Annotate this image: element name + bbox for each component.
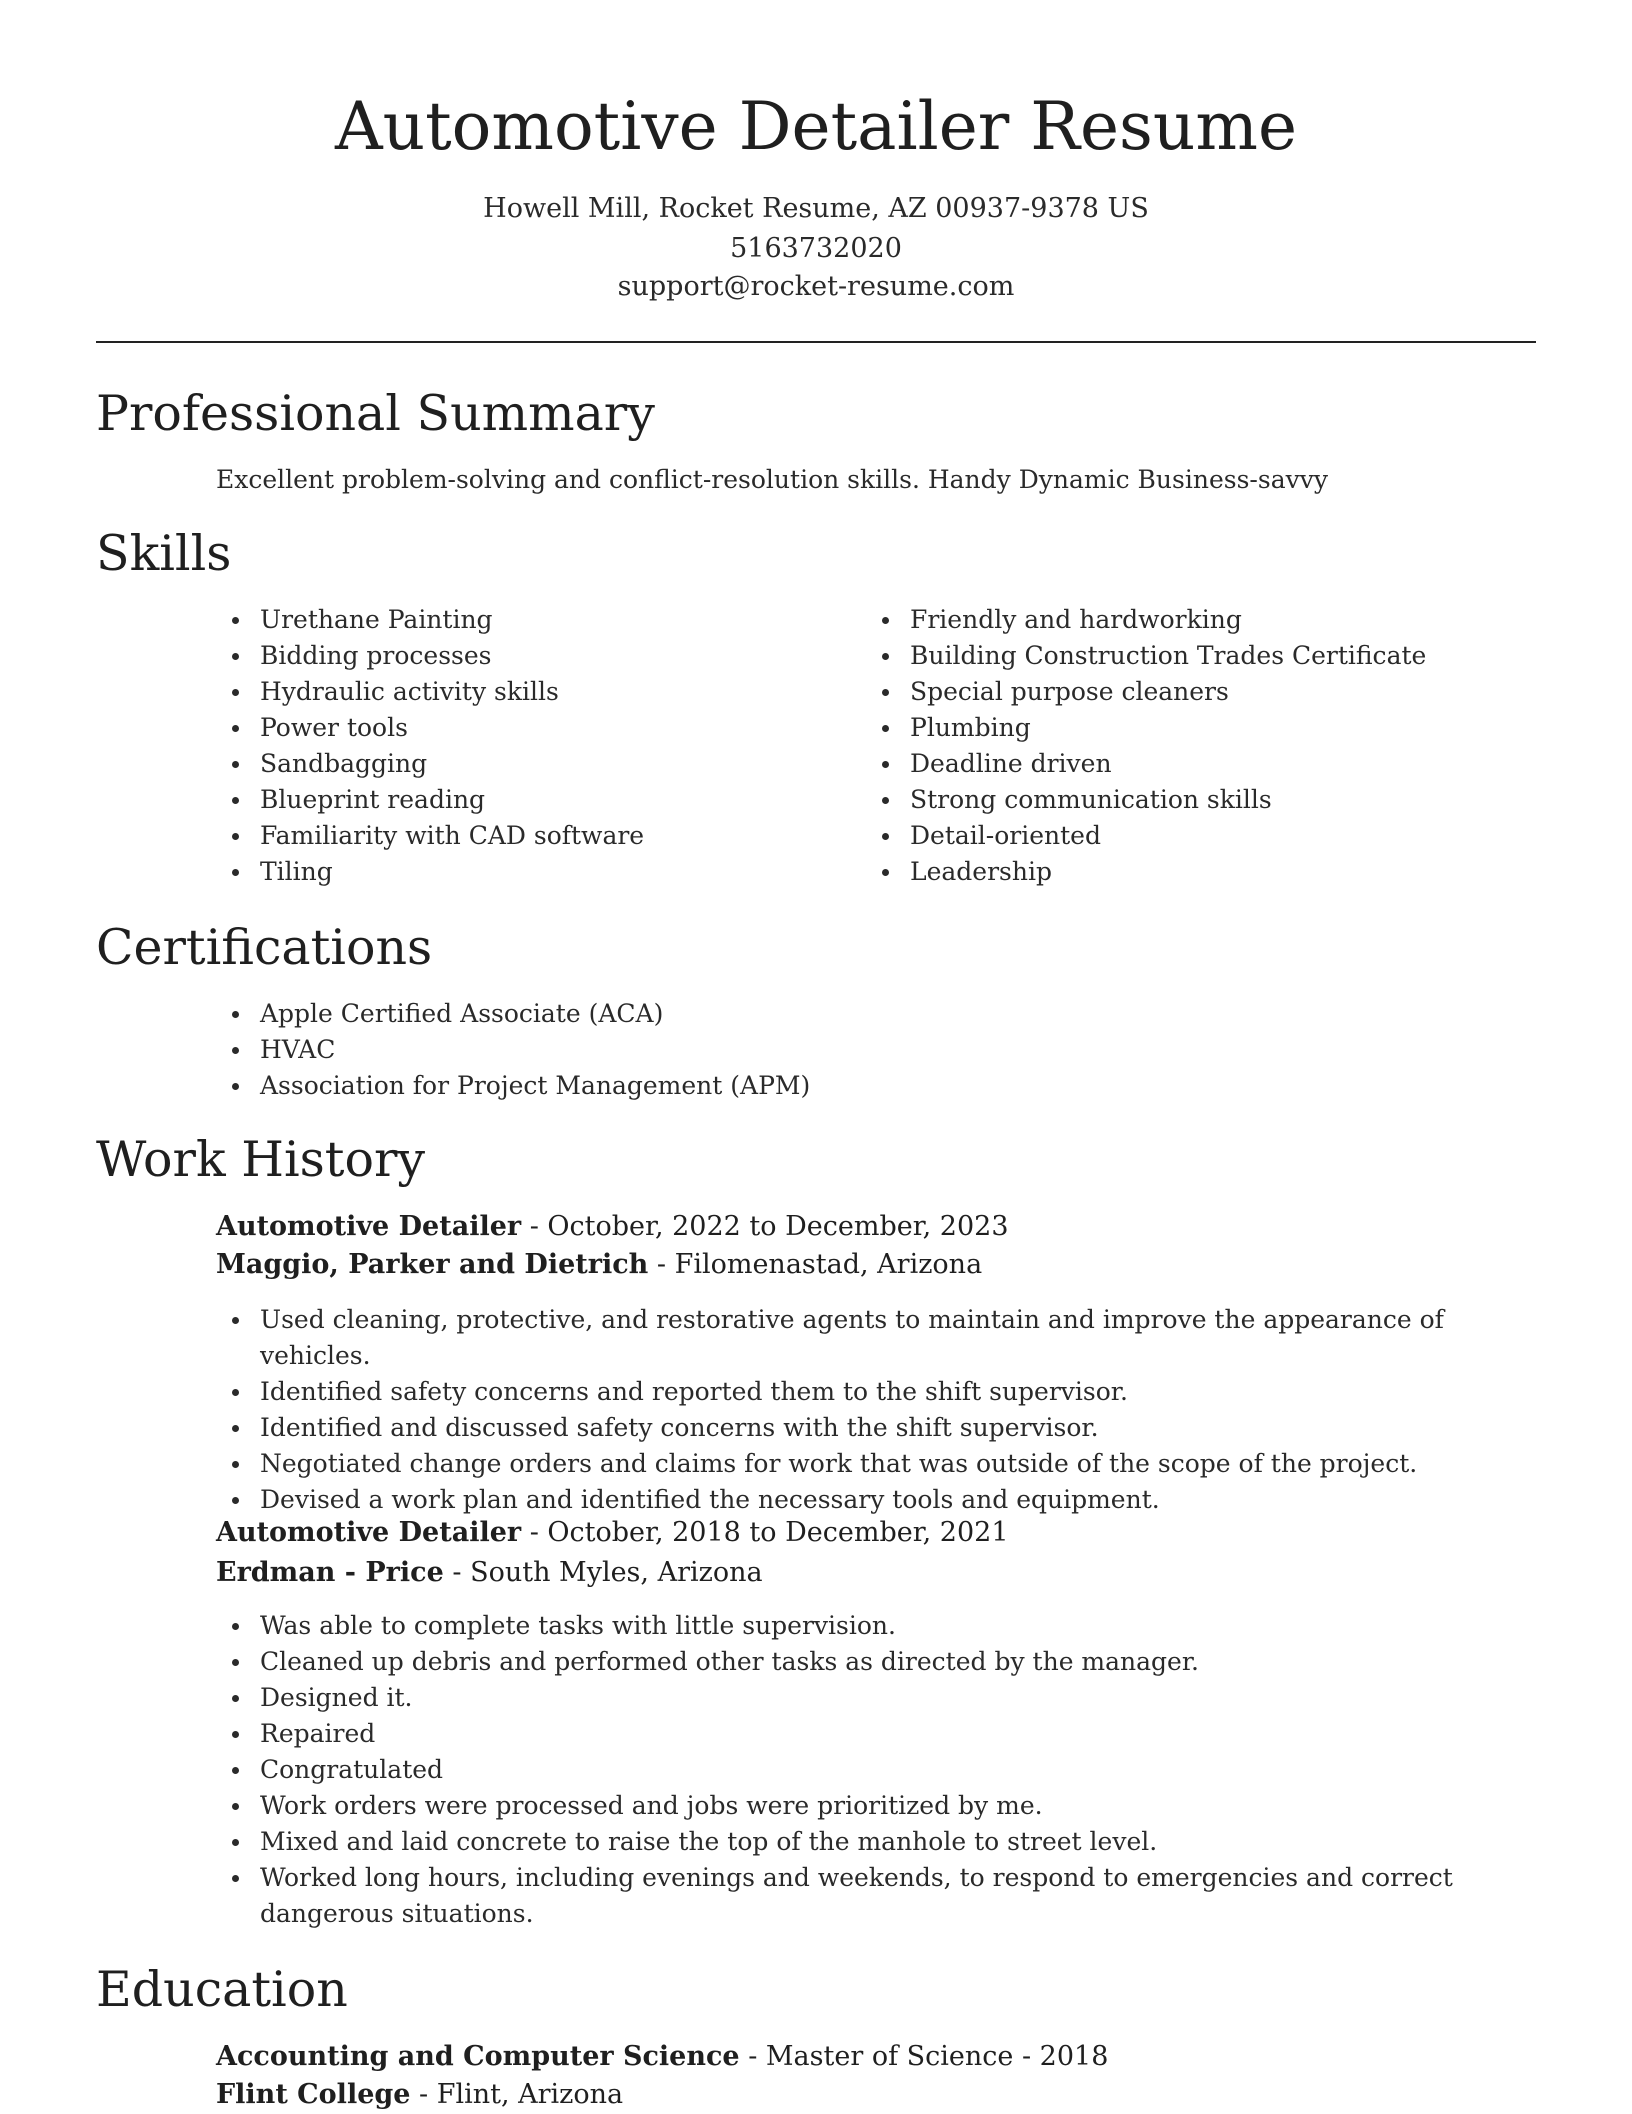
list-item: Sandbagging xyxy=(216,746,816,782)
job-dates: - October, 2022 to December, 2023 xyxy=(521,1211,1009,1242)
list-item: Identified safety concerns and reported them to the shift supervisor. xyxy=(216,1374,1536,1410)
job-title: Automotive Detailer xyxy=(216,1211,522,1242)
job-1-company-line xyxy=(216,1246,982,1284)
job-dates: - October, 2018 to December, 2021 xyxy=(521,1517,1009,1548)
list-item: Deadline driven xyxy=(866,746,1506,782)
list-item: Worked long hours, including evenings and weekends, to respond to emergencies and correct dangerous situations. xyxy=(216,1860,1536,1932)
work-history-heading: Work History xyxy=(96,1131,426,1188)
list-item: Blueprint reading xyxy=(216,782,816,818)
job-location: - Filomenastad, Arizona xyxy=(648,1249,983,1280)
list-item: Strong communication skills xyxy=(866,782,1506,818)
list-item: Detail-oriented xyxy=(866,818,1506,854)
education-school: Flint College xyxy=(216,2079,411,2110)
education-school-line xyxy=(216,2076,623,2114)
education-school-location: - Flint, Arizona xyxy=(410,2079,624,2110)
job-2-title-line xyxy=(216,1514,1009,1552)
list-item: Leadership xyxy=(866,854,1506,890)
list-item: Identified and discussed safety concerns with the shift supervisor. xyxy=(216,1410,1536,1446)
list-item: Urethane Painting xyxy=(216,602,816,638)
job-company: Maggio, Parker and Dietrich xyxy=(216,1249,649,1280)
job-company: Erdman - Price xyxy=(216,1557,444,1588)
list-item: Used cleaning, protective, and restorative agents to maintain and improve the appearance of vehicles. xyxy=(216,1302,1536,1374)
list-item: Bidding processes xyxy=(216,638,816,674)
list-item: Work orders were processed and jobs were prioritized by me. xyxy=(216,1788,1536,1824)
certifications-list xyxy=(216,996,1516,1104)
list-item: Designed it. xyxy=(216,1680,1536,1716)
list-item: Tiling xyxy=(216,854,816,890)
job-2-bullets xyxy=(216,1608,1536,1932)
list-item: Cleaned up debris and performed other tasks as directed by the manager. xyxy=(216,1644,1536,1680)
list-item: Friendly and hardworking xyxy=(866,602,1506,638)
list-item: Congratulated xyxy=(216,1752,1536,1788)
list-item: Repaired xyxy=(216,1716,1536,1752)
education-degree-line xyxy=(216,2038,1108,2076)
certifications-heading: Certifications xyxy=(96,919,433,976)
job-1-bullets xyxy=(216,1302,1536,1518)
summary-heading: Professional Summary xyxy=(96,385,655,442)
header-divider xyxy=(96,341,1536,343)
skills-list-right xyxy=(866,602,1506,890)
list-item: Familiarity with CAD software xyxy=(216,818,816,854)
skills-list-left xyxy=(216,602,816,890)
job-2-company-line xyxy=(216,1554,763,1592)
skills-heading: Skills xyxy=(96,525,232,582)
list-item: Was able to complete tasks with little supervision. xyxy=(216,1608,1536,1644)
list-item: Power tools xyxy=(216,710,816,746)
job-location: - South Myles, Arizona xyxy=(443,1557,763,1588)
list-item: Hydraulic activity skills xyxy=(216,674,816,710)
job-title: Automotive Detailer xyxy=(216,1517,522,1548)
job-1-title-line xyxy=(216,1208,1009,1246)
education-degree: Accounting and Computer Science xyxy=(216,2041,740,2072)
education-degree-detail: - Master of Science - 2018 xyxy=(739,2041,1109,2072)
list-item: Building Construction Trades Certificate xyxy=(866,638,1506,674)
list-item: Plumbing xyxy=(866,710,1506,746)
list-item: Mixed and laid concrete to raise the top of the manhole to street level. xyxy=(216,1824,1536,1860)
list-item: Negotiated change orders and claims for work that was outside of the scope of the project. xyxy=(216,1446,1536,1482)
contact-phone: 5163732020 xyxy=(730,233,902,264)
resume-title: Automotive Detailer Resume xyxy=(334,88,1298,165)
summary-text: Excellent problem-solving and conflict-resolution skills. Handy Dynamic Business-savvy xyxy=(216,465,1328,494)
contact-address: Howell Mill, Rocket Resume, AZ 00937-9378 US xyxy=(483,193,1149,224)
list-item: Association for Project Management (APM) xyxy=(216,1068,1516,1104)
list-item: Devised a work plan and identified the necessary tools and equipment. xyxy=(216,1482,1536,1518)
contact-email: support@rocket-resume.com xyxy=(617,271,1015,302)
list-item: Apple Certified Associate (ACA) xyxy=(216,996,1516,1032)
education-heading: Education xyxy=(96,1961,348,2018)
list-item: HVAC xyxy=(216,1032,1516,1068)
list-item: Special purpose cleaners xyxy=(866,674,1506,710)
